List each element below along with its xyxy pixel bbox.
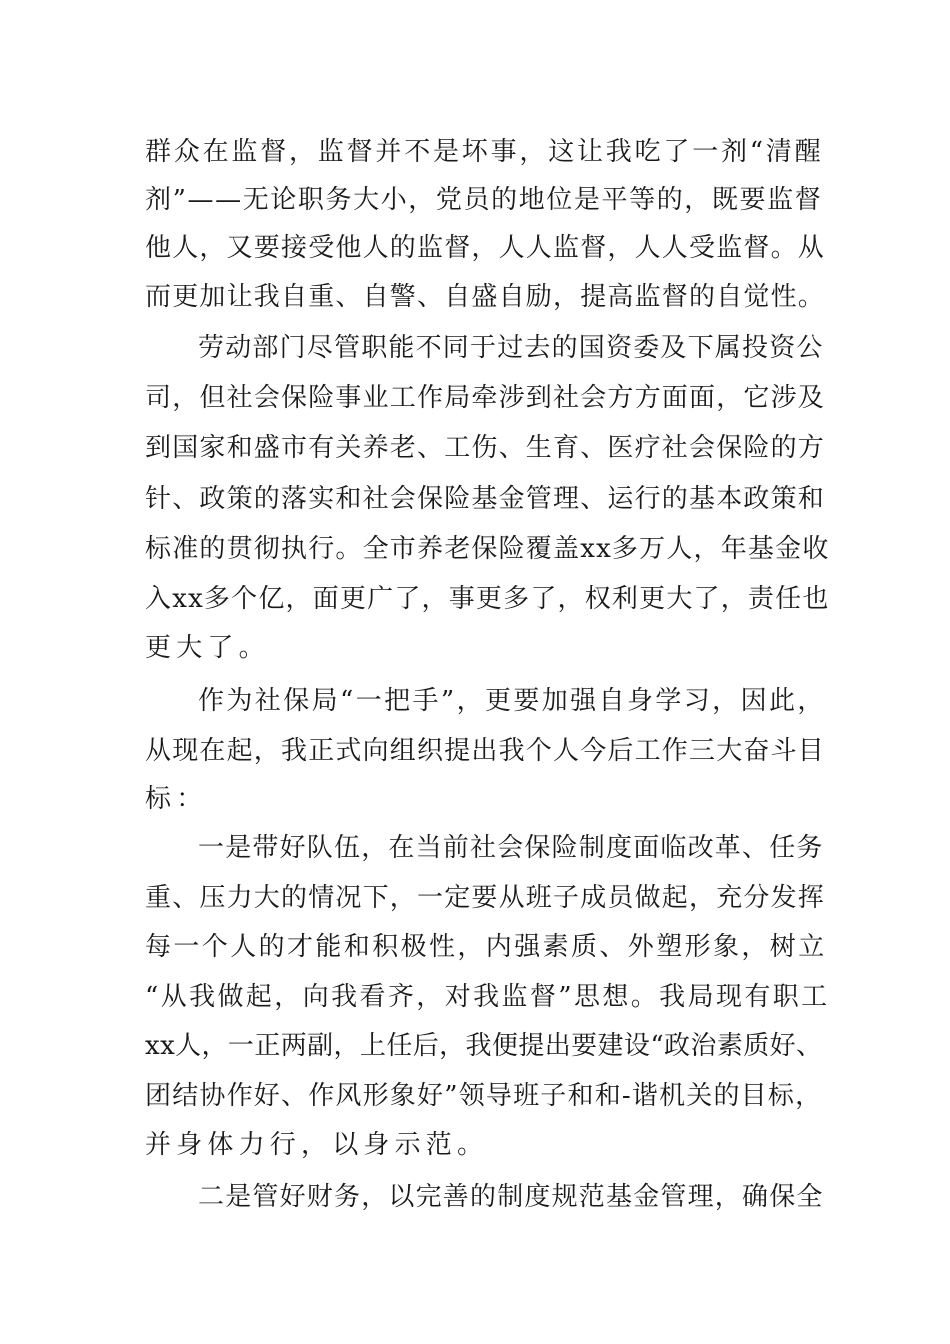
text-line: 并身体力行，以身示范。 xyxy=(145,1130,489,1160)
text-line: 而更加让我自重、自警、自盛自励，提高监督的自觉性。 xyxy=(145,282,826,312)
text-line: 剂”——无论职务大小，党员的地位是平等的，既要监督 xyxy=(145,185,823,215)
text-line: 他人，又要接受他人的监督，人人监督，人人受监督。从 xyxy=(145,233,826,263)
text-line: 群众在监督，监督并不是坏事，这让我吃了一剂“清醒 xyxy=(145,137,824,167)
paragraph-first-line: 劳动部门尽管职能不同于过去的国资委及下属投资公 xyxy=(198,333,824,363)
text-line: 从现在起，我正式向组织提出我个人今后工作三大奋斗目 xyxy=(145,736,826,766)
text-line: “从我做起，向我看齐，对我监督”思想。我局现有职工 xyxy=(145,982,830,1012)
paragraph-first-line: 一是带好队伍，在当前社会保险制度面临改革、任务 xyxy=(198,833,824,863)
text-line: 入xx多个亿，面更广了，事更多了，权利更大了，责任也 xyxy=(145,584,830,614)
paragraph-first-line: 作为社保局“一把手”，更要加强自身学习，因此， xyxy=(198,686,826,716)
text-line: 每一个人的才能和积极性，内强素质、外塑形象，树立 xyxy=(145,932,827,962)
text-line: 针、政策的落实和社会保险基金管理、运行的基本政策和 xyxy=(145,484,826,514)
text-line: 重、压力大的情况下，一定要从班子成员做起，充分发挥 xyxy=(145,883,826,913)
text-line: 团结协作好、作风形象好”领导班子和和-谐机关的目标， xyxy=(145,1081,823,1111)
text-line: 更大了。 xyxy=(145,633,270,663)
text-line: 到国家和盛市有关养老、工伤、生育、医疗社会保险的方 xyxy=(145,433,826,463)
text-line: 标： xyxy=(145,784,208,814)
paragraph-first-line: 二是管好财务，以完善的制度规范基金管理，确保全 xyxy=(198,1182,824,1212)
text-line: 标准的贯彻执行。全市养老保险覆盖xx多万人，年基金收 xyxy=(145,534,830,564)
text-line: xx人，一正两副，上任后，我便提出要建设“政治素质好、 xyxy=(145,1031,823,1061)
text-line: 司，但社会保险事业工作局牵涉到社会方方面面，它涉及 xyxy=(145,383,826,413)
